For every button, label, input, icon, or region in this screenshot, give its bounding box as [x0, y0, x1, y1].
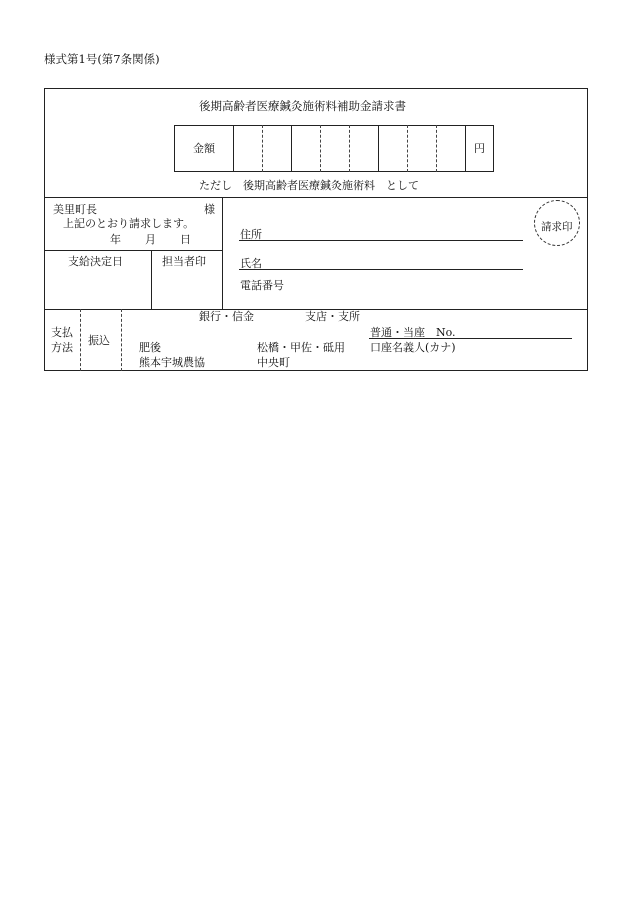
staff-seal-label: 担当者印 — [162, 255, 206, 268]
bank-option: 熊本宇城農協 — [139, 356, 205, 369]
payment-method-label-2: 方法 — [51, 341, 73, 354]
phone-label: 電話番号 — [240, 279, 284, 292]
payment-column-divider — [80, 309, 81, 371]
amount-digit-divider — [407, 125, 408, 172]
branch-option: 中央町 — [257, 356, 290, 369]
amount-digit-divider — [262, 125, 263, 172]
address-field[interactable] — [239, 240, 523, 241]
honorific: 様 — [204, 203, 215, 216]
bank-option: 肥後 — [139, 341, 161, 354]
branch-type: 支店・支所 — [305, 310, 360, 323]
amount-digit-divider — [349, 125, 350, 172]
amount-divider — [465, 125, 466, 172]
row-divider — [44, 250, 222, 251]
name-field[interactable] — [239, 269, 523, 270]
column-divider — [222, 197, 223, 309]
row-divider — [44, 197, 588, 198]
day-label: 日 — [180, 233, 191, 246]
payment-column-divider — [121, 309, 122, 371]
amount-digit-divider — [436, 125, 437, 172]
yen-label: 円 — [474, 142, 485, 155]
account-holder-label: 口座名義人(カナ) — [370, 341, 456, 354]
bank-type: 銀行・信金 — [199, 310, 254, 323]
transfer-label: 振込 — [88, 334, 110, 347]
account-number-field[interactable] — [369, 338, 572, 339]
name-label: 氏名 — [240, 257, 262, 270]
request-statement: 上記のとおり請求します。 — [63, 217, 195, 230]
month-label: 月 — [145, 233, 156, 246]
amount-divider — [378, 125, 379, 172]
amount-divider — [291, 125, 292, 172]
amount-divider — [233, 125, 234, 172]
amount-label: 金額 — [193, 142, 215, 155]
account-type: 普通・当座 No. — [370, 326, 456, 339]
form-number: 様式第1号(第7条関係) — [44, 52, 160, 66]
purpose-text: ただし 後期高齢者医療鍼灸施術料 として — [199, 179, 419, 192]
year-label: 年 — [110, 233, 121, 246]
claim-seal-label: 請求印 — [541, 221, 573, 233]
form-title: 後期高齢者医療鍼灸施術料補助金請求書 — [199, 99, 406, 113]
column-divider — [151, 250, 152, 309]
address-label: 住所 — [240, 228, 262, 241]
amount-digit-divider — [320, 125, 321, 172]
payment-method-label-1: 支払 — [51, 326, 73, 339]
payment-decision-date-label: 支給決定日 — [68, 255, 123, 268]
addressee: 美里町長 — [53, 203, 97, 216]
branch-option: 松橋・甲佐・砥用 — [257, 341, 345, 354]
amount-box — [174, 125, 494, 172]
